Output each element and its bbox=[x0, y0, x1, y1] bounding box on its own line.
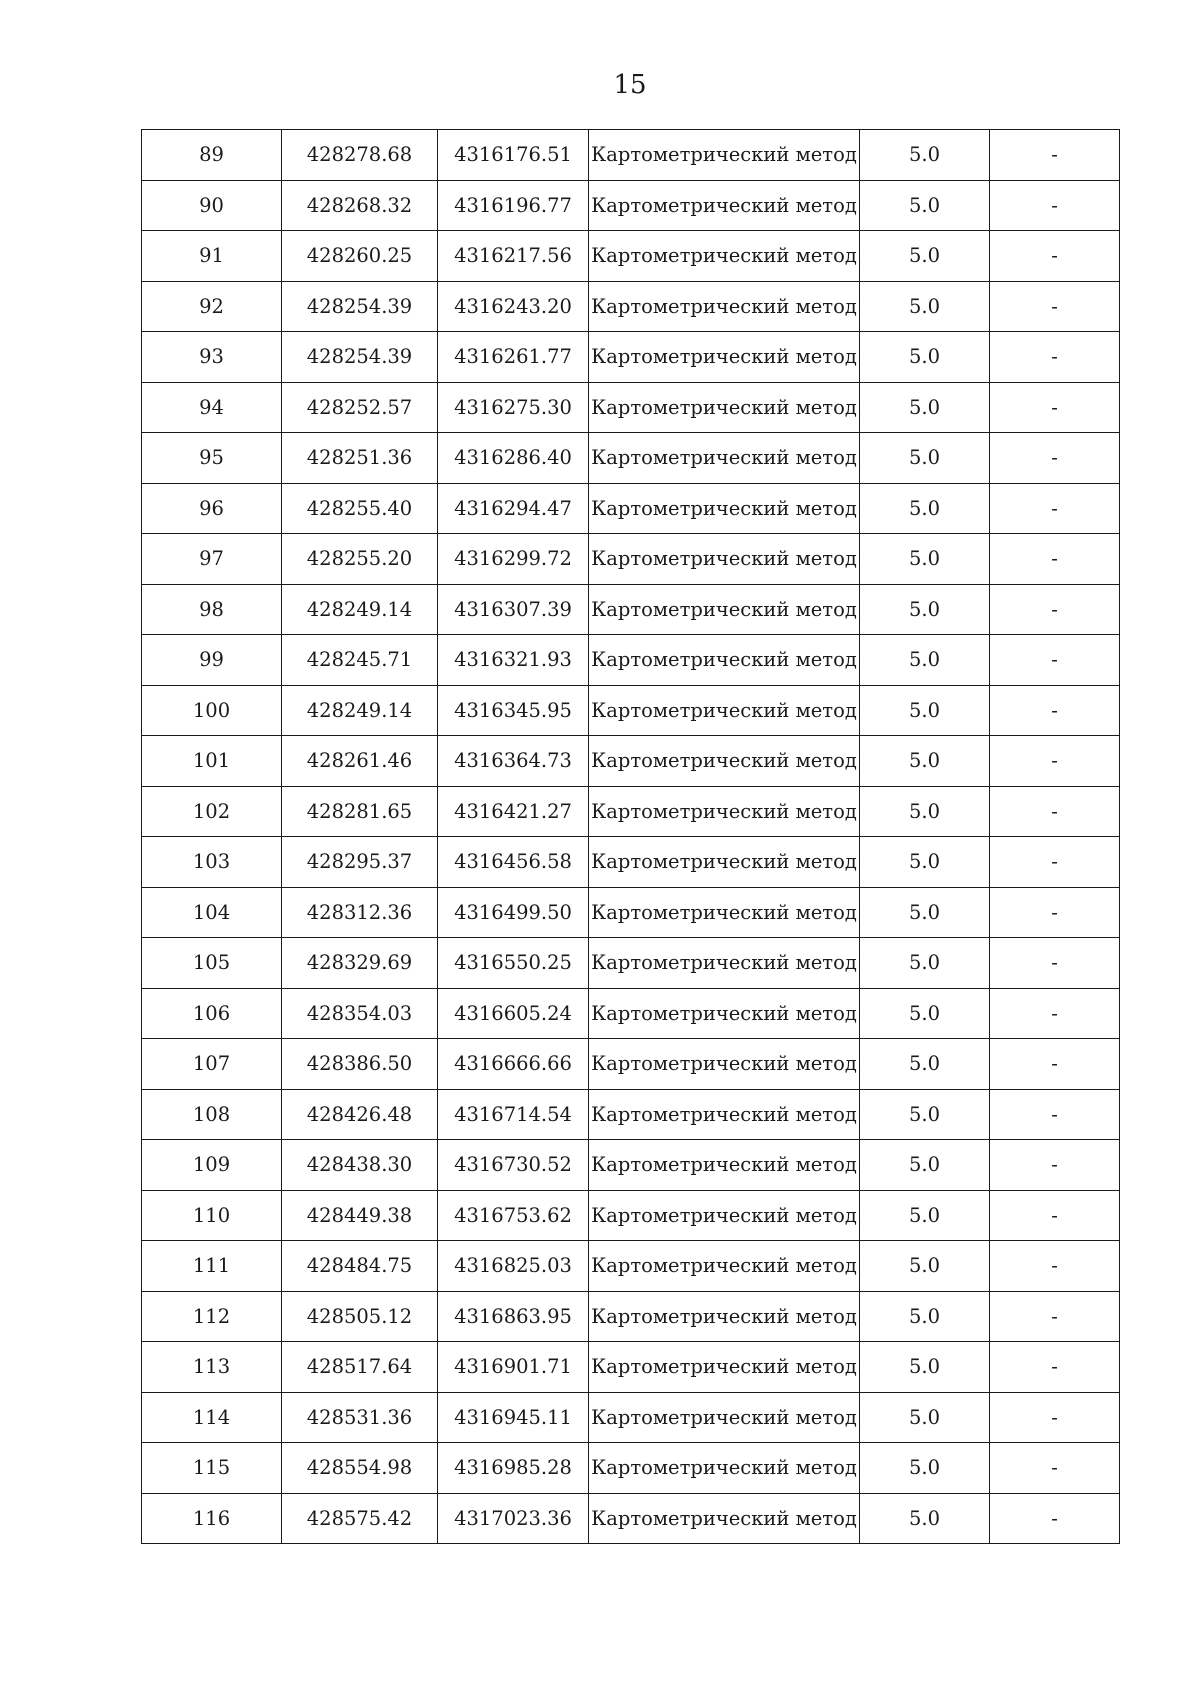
accuracy-cell: 5.0 bbox=[860, 180, 990, 231]
note-cell: - bbox=[990, 332, 1120, 383]
y-coordinate-cell: 4316730.52 bbox=[438, 1140, 589, 1191]
point-number-cell: 90 bbox=[142, 180, 282, 231]
method-cell: Картометрический метод bbox=[589, 584, 860, 635]
x-coordinate-cell: 428312.36 bbox=[282, 887, 438, 938]
y-coordinate-cell: 4316261.77 bbox=[438, 332, 589, 383]
accuracy-cell: 5.0 bbox=[860, 1190, 990, 1241]
accuracy-cell: 5.0 bbox=[860, 231, 990, 282]
table-row bbox=[142, 887, 1120, 938]
point-number-cell: 100 bbox=[142, 685, 282, 736]
method-cell: Картометрический метод bbox=[589, 736, 860, 787]
accuracy-cell: 5.0 bbox=[860, 988, 990, 1039]
method-cell: Картометрический метод bbox=[589, 180, 860, 231]
method-cell: Картометрический метод bbox=[589, 635, 860, 686]
table-row bbox=[142, 685, 1120, 736]
y-coordinate-cell: 4316275.30 bbox=[438, 382, 589, 433]
accuracy-cell: 5.0 bbox=[860, 1089, 990, 1140]
table-row bbox=[142, 1190, 1120, 1241]
table-row bbox=[142, 938, 1120, 989]
table-row bbox=[142, 786, 1120, 837]
y-coordinate-cell: 4316605.24 bbox=[438, 988, 589, 1039]
table-row bbox=[142, 180, 1120, 231]
point-number-cell: 89 bbox=[142, 130, 282, 181]
method-cell: Картометрический метод bbox=[589, 685, 860, 736]
x-coordinate-cell: 428531.36 bbox=[282, 1392, 438, 1443]
accuracy-cell: 5.0 bbox=[860, 635, 990, 686]
note-cell: - bbox=[990, 1342, 1120, 1393]
accuracy-cell: 5.0 bbox=[860, 887, 990, 938]
table-row bbox=[142, 1291, 1120, 1342]
x-coordinate-cell: 428438.30 bbox=[282, 1140, 438, 1191]
method-cell: Картометрический метод bbox=[589, 1342, 860, 1393]
note-cell: - bbox=[990, 231, 1120, 282]
x-coordinate-cell: 428255.40 bbox=[282, 483, 438, 534]
x-coordinate-cell: 428255.20 bbox=[282, 534, 438, 585]
point-number-cell: 113 bbox=[142, 1342, 282, 1393]
y-coordinate-cell: 4316456.58 bbox=[438, 837, 589, 888]
y-coordinate-cell: 4316985.28 bbox=[438, 1443, 589, 1494]
accuracy-cell: 5.0 bbox=[860, 938, 990, 989]
y-coordinate-cell: 4316243.20 bbox=[438, 281, 589, 332]
accuracy-cell: 5.0 bbox=[860, 1140, 990, 1191]
x-coordinate-cell: 428386.50 bbox=[282, 1039, 438, 1090]
y-coordinate-cell: 4316499.50 bbox=[438, 887, 589, 938]
accuracy-cell: 5.0 bbox=[860, 837, 990, 888]
table-row bbox=[142, 1241, 1120, 1292]
note-cell: - bbox=[990, 786, 1120, 837]
y-coordinate-cell: 4316714.54 bbox=[438, 1089, 589, 1140]
method-cell: Картометрический метод bbox=[589, 534, 860, 585]
y-coordinate-cell: 4316321.93 bbox=[438, 635, 589, 686]
method-cell: Картометрический метод bbox=[589, 332, 860, 383]
x-coordinate-cell: 428268.32 bbox=[282, 180, 438, 231]
x-coordinate-cell: 428329.69 bbox=[282, 938, 438, 989]
note-cell: - bbox=[990, 130, 1120, 181]
table-row bbox=[142, 231, 1120, 282]
x-coordinate-cell: 428449.38 bbox=[282, 1190, 438, 1241]
x-coordinate-cell: 428245.71 bbox=[282, 635, 438, 686]
y-coordinate-cell: 4316345.95 bbox=[438, 685, 589, 736]
note-cell: - bbox=[990, 1039, 1120, 1090]
point-number-cell: 102 bbox=[142, 786, 282, 837]
y-coordinate-cell: 4316286.40 bbox=[438, 433, 589, 484]
note-cell: - bbox=[990, 281, 1120, 332]
point-number-cell: 110 bbox=[142, 1190, 282, 1241]
y-coordinate-cell: 4316364.73 bbox=[438, 736, 589, 787]
point-number-cell: 114 bbox=[142, 1392, 282, 1443]
method-cell: Картометрический метод bbox=[589, 281, 860, 332]
table-row bbox=[142, 584, 1120, 635]
accuracy-cell: 5.0 bbox=[860, 1241, 990, 1292]
y-coordinate-cell: 4316550.25 bbox=[438, 938, 589, 989]
note-cell: - bbox=[990, 938, 1120, 989]
x-coordinate-cell: 428484.75 bbox=[282, 1241, 438, 1292]
method-cell: Картометрический метод bbox=[589, 1493, 860, 1544]
method-cell: Картометрический метод bbox=[589, 1039, 860, 1090]
accuracy-cell: 5.0 bbox=[860, 736, 990, 787]
x-coordinate-cell: 428278.68 bbox=[282, 130, 438, 181]
point-number-cell: 112 bbox=[142, 1291, 282, 1342]
table-row bbox=[142, 1039, 1120, 1090]
x-coordinate-cell: 428295.37 bbox=[282, 837, 438, 888]
accuracy-cell: 5.0 bbox=[860, 281, 990, 332]
x-coordinate-cell: 428354.03 bbox=[282, 988, 438, 1039]
point-number-cell: 99 bbox=[142, 635, 282, 686]
accuracy-cell: 5.0 bbox=[860, 1039, 990, 1090]
note-cell: - bbox=[990, 433, 1120, 484]
table-row bbox=[142, 281, 1120, 332]
table-row bbox=[142, 433, 1120, 484]
table-row bbox=[142, 988, 1120, 1039]
method-cell: Картометрический метод bbox=[589, 988, 860, 1039]
y-coordinate-cell: 4316666.66 bbox=[438, 1039, 589, 1090]
table-row bbox=[142, 1089, 1120, 1140]
x-coordinate-cell: 428254.39 bbox=[282, 281, 438, 332]
note-cell: - bbox=[990, 887, 1120, 938]
note-cell: - bbox=[990, 584, 1120, 635]
method-cell: Картометрический метод bbox=[589, 1443, 860, 1494]
table-row bbox=[142, 534, 1120, 585]
accuracy-cell: 5.0 bbox=[860, 786, 990, 837]
point-number-cell: 111 bbox=[142, 1241, 282, 1292]
note-cell: - bbox=[990, 382, 1120, 433]
y-coordinate-cell: 4316217.56 bbox=[438, 231, 589, 282]
point-number-cell: 103 bbox=[142, 837, 282, 888]
method-cell: Картометрический метод bbox=[589, 433, 860, 484]
y-coordinate-cell: 4316863.95 bbox=[438, 1291, 589, 1342]
note-cell: - bbox=[990, 685, 1120, 736]
point-number-cell: 91 bbox=[142, 231, 282, 282]
y-coordinate-cell: 4316294.47 bbox=[438, 483, 589, 534]
table-row bbox=[142, 736, 1120, 787]
note-cell: - bbox=[990, 736, 1120, 787]
point-number-cell: 104 bbox=[142, 887, 282, 938]
point-number-cell: 108 bbox=[142, 1089, 282, 1140]
method-cell: Картометрический метод bbox=[589, 1190, 860, 1241]
x-coordinate-cell: 428505.12 bbox=[282, 1291, 438, 1342]
note-cell: - bbox=[990, 483, 1120, 534]
method-cell: Картометрический метод bbox=[589, 1392, 860, 1443]
x-coordinate-cell: 428249.14 bbox=[282, 584, 438, 635]
accuracy-cell: 5.0 bbox=[860, 1493, 990, 1544]
accuracy-cell: 5.0 bbox=[860, 433, 990, 484]
note-cell: - bbox=[990, 1140, 1120, 1191]
x-coordinate-cell: 428260.25 bbox=[282, 231, 438, 282]
x-coordinate-cell: 428252.57 bbox=[282, 382, 438, 433]
x-coordinate-cell: 428517.64 bbox=[282, 1342, 438, 1393]
accuracy-cell: 5.0 bbox=[860, 1443, 990, 1494]
note-cell: - bbox=[990, 534, 1120, 585]
y-coordinate-cell: 4316421.27 bbox=[438, 786, 589, 837]
method-cell: Картометрический метод bbox=[589, 938, 860, 989]
note-cell: - bbox=[990, 635, 1120, 686]
note-cell: - bbox=[990, 1392, 1120, 1443]
table-row bbox=[142, 1140, 1120, 1191]
note-cell: - bbox=[990, 1443, 1120, 1494]
point-number-cell: 105 bbox=[142, 938, 282, 989]
point-number-cell: 92 bbox=[142, 281, 282, 332]
x-coordinate-cell: 428251.36 bbox=[282, 433, 438, 484]
note-cell: - bbox=[990, 180, 1120, 231]
table-row bbox=[142, 1392, 1120, 1443]
method-cell: Картометрический метод bbox=[589, 483, 860, 534]
x-coordinate-cell: 428281.65 bbox=[282, 786, 438, 837]
method-cell: Картометрический метод bbox=[589, 231, 860, 282]
point-number-cell: 93 bbox=[142, 332, 282, 383]
x-coordinate-cell: 428554.98 bbox=[282, 1443, 438, 1494]
note-cell: - bbox=[990, 837, 1120, 888]
x-coordinate-cell: 428575.42 bbox=[282, 1493, 438, 1544]
point-number-cell: 107 bbox=[142, 1039, 282, 1090]
table-row bbox=[142, 483, 1120, 534]
table-row bbox=[142, 332, 1120, 383]
x-coordinate-cell: 428261.46 bbox=[282, 736, 438, 787]
accuracy-cell: 5.0 bbox=[860, 382, 990, 433]
point-number-cell: 115 bbox=[142, 1443, 282, 1494]
note-cell: - bbox=[990, 1291, 1120, 1342]
y-coordinate-cell: 4316945.11 bbox=[438, 1392, 589, 1443]
note-cell: - bbox=[990, 1190, 1120, 1241]
note-cell: - bbox=[990, 988, 1120, 1039]
method-cell: Картометрический метод bbox=[589, 786, 860, 837]
coordinates-table bbox=[141, 129, 1120, 1544]
accuracy-cell: 5.0 bbox=[860, 1291, 990, 1342]
method-cell: Картометрический метод bbox=[589, 1241, 860, 1292]
x-coordinate-cell: 428254.39 bbox=[282, 332, 438, 383]
accuracy-cell: 5.0 bbox=[860, 483, 990, 534]
point-number-cell: 97 bbox=[142, 534, 282, 585]
x-coordinate-cell: 428426.48 bbox=[282, 1089, 438, 1140]
method-cell: Картометрический метод bbox=[589, 1140, 860, 1191]
point-number-cell: 95 bbox=[142, 433, 282, 484]
x-coordinate-cell: 428249.14 bbox=[282, 685, 438, 736]
method-cell: Картометрический метод bbox=[589, 1291, 860, 1342]
table-row bbox=[142, 1342, 1120, 1393]
note-cell: - bbox=[990, 1089, 1120, 1140]
accuracy-cell: 5.0 bbox=[860, 534, 990, 585]
y-coordinate-cell: 4316307.39 bbox=[438, 584, 589, 635]
y-coordinate-cell: 4316825.03 bbox=[438, 1241, 589, 1292]
point-number-cell: 109 bbox=[142, 1140, 282, 1191]
table-row bbox=[142, 837, 1120, 888]
y-coordinate-cell: 4316901.71 bbox=[438, 1342, 589, 1393]
y-coordinate-cell: 4316753.62 bbox=[438, 1190, 589, 1241]
method-cell: Картометрический метод bbox=[589, 1089, 860, 1140]
accuracy-cell: 5.0 bbox=[860, 584, 990, 635]
accuracy-cell: 5.0 bbox=[860, 1392, 990, 1443]
note-cell: - bbox=[990, 1493, 1120, 1544]
accuracy-cell: 5.0 bbox=[860, 685, 990, 736]
point-number-cell: 98 bbox=[142, 584, 282, 635]
method-cell: Картометрический метод bbox=[589, 130, 860, 181]
point-number-cell: 106 bbox=[142, 988, 282, 1039]
accuracy-cell: 5.0 bbox=[860, 332, 990, 383]
table-row bbox=[142, 1493, 1120, 1544]
accuracy-cell: 5.0 bbox=[860, 1342, 990, 1393]
point-number-cell: 116 bbox=[142, 1493, 282, 1544]
note-cell: - bbox=[990, 1241, 1120, 1292]
point-number-cell: 94 bbox=[142, 382, 282, 433]
y-coordinate-cell: 4316299.72 bbox=[438, 534, 589, 585]
point-number-cell: 101 bbox=[142, 736, 282, 787]
y-coordinate-cell: 4317023.36 bbox=[438, 1493, 589, 1544]
method-cell: Картометрический метод bbox=[589, 837, 860, 888]
method-cell: Картометрический метод bbox=[589, 382, 860, 433]
table-row bbox=[142, 130, 1120, 181]
y-coordinate-cell: 4316196.77 bbox=[438, 180, 589, 231]
page-number: 15 bbox=[613, 70, 647, 100]
point-number-cell: 96 bbox=[142, 483, 282, 534]
y-coordinate-cell: 4316176.51 bbox=[438, 130, 589, 181]
table-row bbox=[142, 1443, 1120, 1494]
accuracy-cell: 5.0 bbox=[860, 130, 990, 181]
coordinates-table-body bbox=[142, 130, 1120, 1544]
method-cell: Картометрический метод bbox=[589, 887, 860, 938]
table-row bbox=[142, 635, 1120, 686]
table-row bbox=[142, 382, 1120, 433]
